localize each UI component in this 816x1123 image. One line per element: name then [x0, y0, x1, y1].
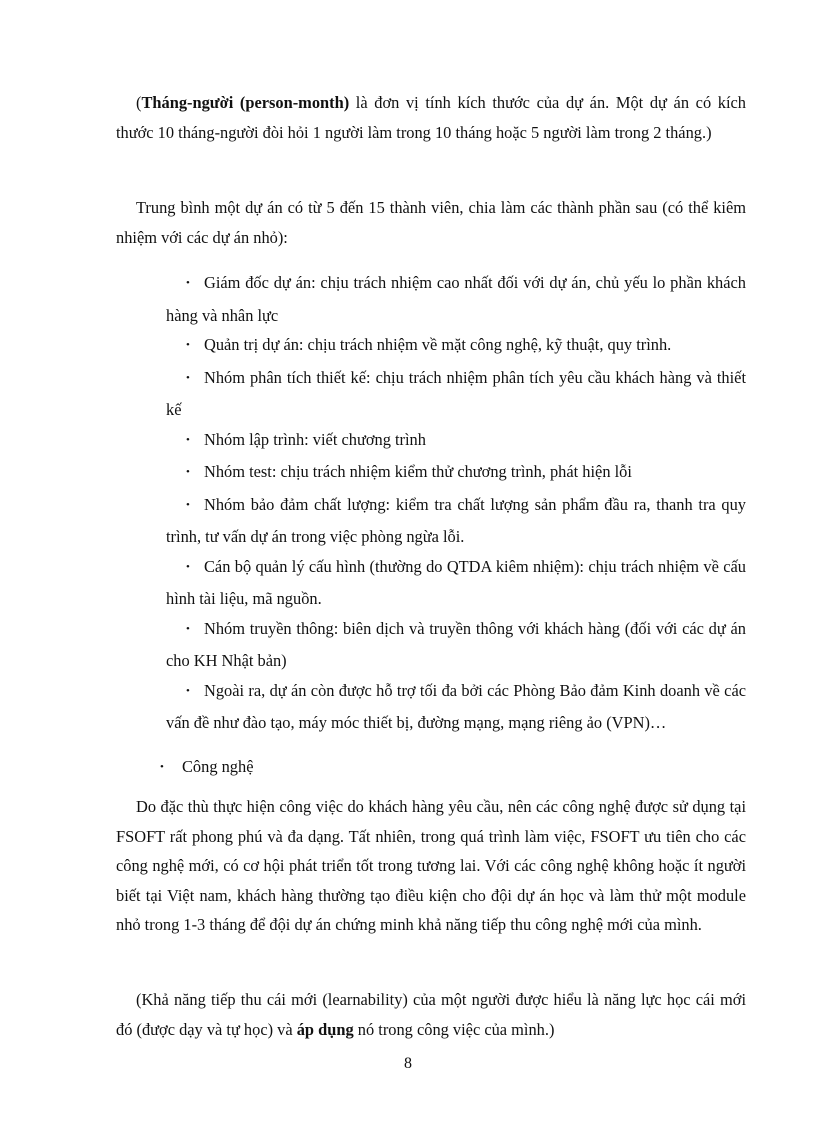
section-heading-technology [160, 752, 253, 785]
list-item [166, 330, 746, 363]
paragraph-learnability [116, 985, 746, 1044]
para1-open: ( [136, 93, 142, 112]
bullet-icon: • [186, 466, 190, 478]
paragraph-team-composition: Trung bình một dự án có từ 5 đến 15 thành viên, chia làm các thành phần sau (có thể kiêm nhiệm với các dự án nhỏ): [116, 198, 746, 247]
para1-text: là đơn vị tính kích thước của dự án. Một dự án có kích thước 10 tháng-người đòi hỏi 1 người làm trong 10 tháng hoặc 5 người làm trong 2 tháng.) [116, 93, 746, 142]
list-item [166, 490, 746, 552]
bullet-icon: • [186, 498, 190, 511]
list-item [166, 363, 746, 425]
list-item-text: Cán bộ quản lý cấu hình (thường do QTDA kiêm nhiệm): chịu trách nhiệm về cấu hình tài liệu, mã nguồn. [166, 556, 746, 608]
list-item [166, 268, 746, 330]
para1-bold-term: Tháng-người (person-month) [141, 93, 350, 112]
team-role-list [166, 268, 746, 738]
list-item-text: Nhóm lập trình: viết chương trình [204, 429, 426, 449]
list-item-text: Nhóm phân tích thiết kế: chịu trách nhiệm phân tích yêu cầu khách hàng và thiết kế [166, 367, 746, 419]
list-item-text: Nhóm test: chịu trách nhiệm kiểm thử chương trình, phát hiện lỗi [204, 462, 632, 481]
para4-text-after: nó trong công việc của mình.) [353, 1019, 555, 1039]
list-item [166, 425, 746, 458]
bullet-icon: • [160, 761, 164, 773]
list-item [166, 614, 746, 676]
bullet-icon: • [186, 560, 190, 573]
bullet-icon: • [186, 684, 190, 697]
bullet-icon: • [186, 339, 190, 351]
bullet-icon: • [186, 277, 190, 289]
paragraph-person-month [116, 88, 746, 147]
list-item [166, 457, 746, 490]
section-heading-text: Công nghệ [182, 757, 254, 776]
list-item-text: Nhóm bảo đảm chất lượng: kiểm tra chất lượng sản phẩm đầu ra, thanh tra quy trình, tư vấn dự án trong việc phòng ngừa lỗi. [166, 494, 746, 546]
list-item-text: Quản trị dự án: chịu trách nhiệm về mặt công nghệ, kỹ thuật, quy trình. [204, 335, 672, 354]
bullet-icon: • [186, 371, 190, 384]
bullet-icon: • [186, 622, 190, 635]
bullet-icon: • [186, 433, 190, 446]
list-item-text: Nhóm truyền thông: biên dịch và truyền thông với khách hàng (đối với các dự án cho KH Nhật bản) [166, 618, 746, 670]
page-number: 8 [404, 1055, 412, 1072]
para4-bold-term: áp dụng [296, 1019, 354, 1039]
list-item-text: Giám đốc dự án: chịu trách nhiệm cao nhất đối với dự án, chủ yếu lo phần khách hàng và nhân lực [166, 273, 746, 325]
list-item-text: Ngoài ra, dự án còn được hỗ trợ tối đa bởi các Phòng Bảo đảm Kinh doanh về các vấn đề như đào tạo, máy móc thiết bị, đường mạng, mạng riêng ảo (VPN)… [166, 680, 746, 732]
list-item [166, 676, 746, 738]
paragraph-technology: Do đặc thù thực hiện công việc do khách hàng yêu cầu, nên các công nghệ được sử dụng tại FSOFT rất phong phú và đa dạng. Tất nhiên, trong quá trình làm việc, FSOFT ưu tiên cho các công nghệ mới, có cơ hội phát triển tốt trong tương lai. Với các công nghệ không hoặc ít người biết tại Việt nam, khách hàng thường tạo điều kiện cho đội dự án học và làm thử một module nhỏ trong 1-3 tháng để đội dự án chứng minh khả năng tiếp thu công nghệ mới của mình. [116, 797, 746, 934]
para4-text-before: (Khả năng tiếp thu cái mới (learnability) của một người được hiểu là năng lực học cái mới đó (được dạy và tự học) và [116, 990, 746, 1039]
list-item [166, 552, 746, 614]
